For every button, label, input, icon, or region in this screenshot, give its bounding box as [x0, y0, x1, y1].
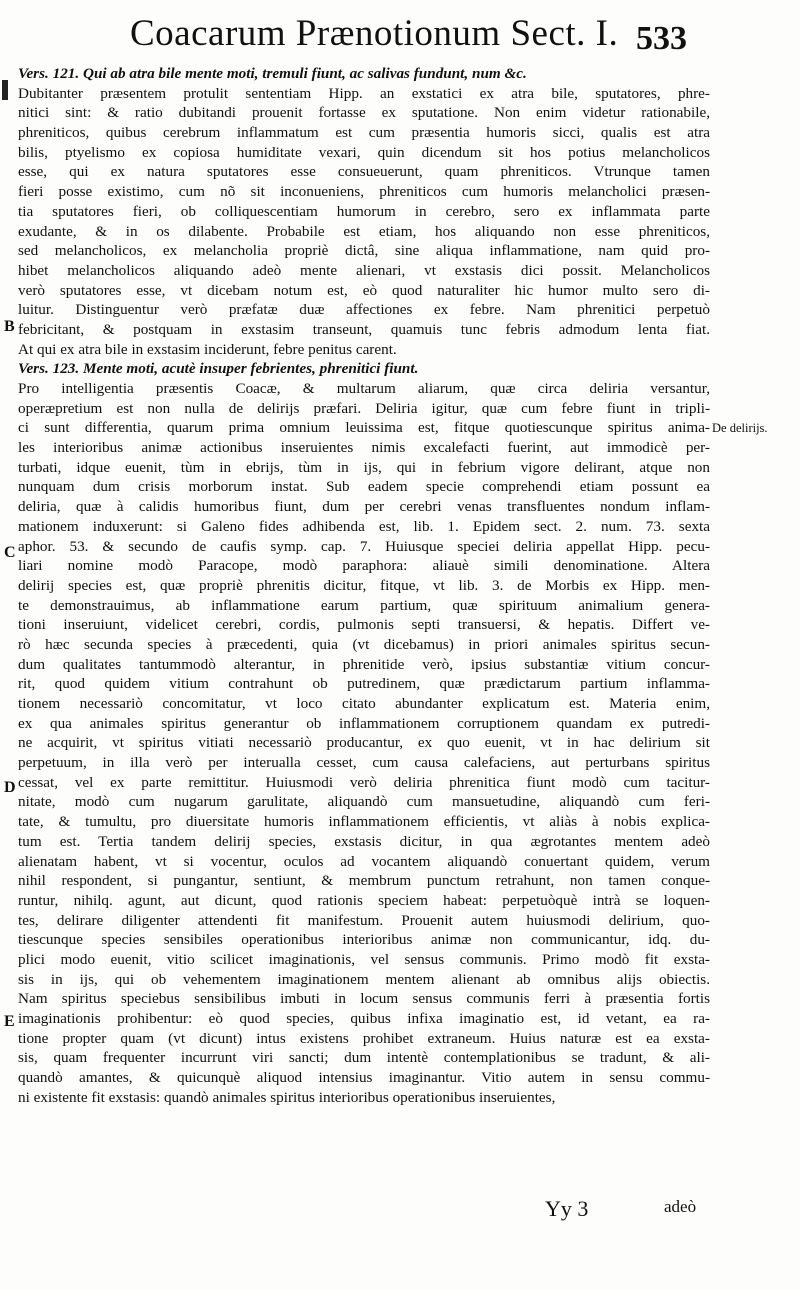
- text-line: Pro intelligentia præsentis Coacæ, & multarum aliarum, quæ circa deliria versantur,: [18, 380, 710, 397]
- text-line: delirij species est, quæ propriè phrenitis dicitur, fitque, vt lib. 3. de Morbis ex Hipp. men-: [18, 576, 710, 594]
- text-line: fieri posse existimo, cum nõ sit inconueniens, phreniticos cum humoris melancholici præsen-: [18, 183, 710, 201]
- margin-letter-e: E: [4, 1013, 15, 1030]
- page-number: 533: [636, 20, 687, 57]
- verse-heading: Vers. 121. Qui ab atra bile mente moti, tremuli fiunt, ac salivas fundunt, num &c.: [18, 65, 527, 82]
- text-line: tum est. Tertia tandem delirij species, exstasis dicitur, in qua ægrotantes mentem adeò: [18, 832, 710, 850]
- text-line: tiescunque species sensibiles operationibus interioribus animæ non communicantur, idq. du-: [18, 931, 710, 949]
- text-line: ci sunt differentia, quarum prima omnium leuissima est, fitque quotiescunque spiritus anima-: [18, 419, 710, 437]
- text-line: runtur, nihilq. agunt, aut dicunt, quod rationis speciem habeat: perpetuòquè intrà se loquen-: [18, 891, 710, 909]
- text-line: rit, quod quidem vitium contrahunt ob putredinem, quæ prædictarum partium inflamma-: [18, 675, 710, 693]
- text-line: quandò amantes, & quicunquè aliquod intensius imaginantur. Vitio autem in sensu commu-: [18, 1069, 710, 1087]
- text-line: imaginationis prohibentur: eò quod species, quibus infixa imaginatio est, id vetant, ea ra-: [18, 1010, 710, 1027]
- text-line: ne acquirit, vt spiritus vitiati necessariò producantur, ex quo euenit, vt in hac delirium sit: [18, 734, 710, 752]
- text-line: nitate, modò cum nugarum garulitate, aliquandò cum mansuetudine, aliquandò cum feri-: [18, 793, 710, 811]
- text-line: liari nomine modò Paracope, modò paraphora: aliauè simili denominatione. Altera: [18, 557, 710, 575]
- text-line: Dubitanter præsentem protulit sententiam Hipp. an exstatici ex atra bile, sputatores, phre-: [18, 84, 710, 102]
- text-line: ni existente fit exstasis: quandò animales spiritus interioribus operationibus inseruientes,: [18, 1088, 556, 1106]
- text-line: Nam spiritus speciebus sensibilibus imbuti in locum sensus communis ferri à præsentia fortis: [18, 990, 710, 1008]
- text-line: tioni inseruiunt, videlicet cerebri, cordis, pulmonis septi transuersi, & hepatis. Differt ve-: [18, 616, 710, 634]
- text-line: les interioribus animæ actionibus inseruientes nimis excalefacti fuerint, aut immodicè per-: [18, 439, 710, 457]
- margin-letter-c: C: [4, 544, 16, 561]
- text-line: sis in ijs, qui ob vehementem imaginationem mentem alienant ab omnibus alijs obiectis.: [18, 970, 710, 988]
- text-line: At qui ex atra bile in exstasim inciderunt, febre penitus carent.: [18, 340, 397, 358]
- text-line: deliria, quæ à calidis humoribus fiunt, dum per cerebri venas transfluentes nondum inflam-: [18, 498, 710, 516]
- text-line: alienatam habent, vt si vocentur, oculos ad vocantem aliquandò conuertant quidem, verum: [18, 852, 710, 870]
- text-line: dum qualitates tantummodò alterantur, in phrenitide verò, ipsius substantiæ vitium concur-: [18, 655, 710, 673]
- text-line: febricitant, & postquam in exstasim transeunt, quamuis tunc febris admodum lenta fiat.: [18, 320, 710, 338]
- text-line: ex qua animales spiritus generantur ob inflammationem corruptionem quandam ex putredi-: [18, 714, 710, 732]
- text-line: nitici sint: & ratio dubitandi prouenit fortasse ex sputatione. Non enim videtur rationabile,: [18, 104, 710, 122]
- text-line: aphor. 53. & secundo de caufis symp. cap. 7. Huiusque speciei deliria appellat Hipp. pecu-: [18, 537, 710, 555]
- text-line: rò hæc secunda species à præcedenti, quia (vt dicebamus) in priori animales spiritus secun-: [18, 635, 710, 653]
- margin-note: De delirijs.: [712, 421, 768, 435]
- text-line: tia sputatores fieri, ob colliquescentiam humorum in cerebro, sero ex inflammata parte: [18, 202, 710, 220]
- text-line: perpetuum, in illa verò per interualla cesset, cum causa calefaciens, aut perturbans spiritus: [18, 754, 710, 772]
- text-line: nunquam dum crisis morborum instat. Sub eadem specie comprehendi etiam possunt ea: [18, 478, 710, 496]
- text-line: turbati, idque euenit, tùm in ebrijs, tùm in ijs, qui in febrium vigore delirant, atque non: [18, 458, 710, 476]
- page-edge-mark: [2, 80, 8, 100]
- text-line: mationem induxerunt: si Galeno fides adhibenda est, lib. 1. Epidem sect. 2. num. 73. sexta: [18, 517, 710, 535]
- margin-letter-d: D: [4, 779, 16, 796]
- verse-heading: Vers. 123. Mente moti, acutè insuper febrientes, phrenitici fiunt.: [18, 360, 419, 378]
- text-line: luitur. Distinguentur verò præfatæ duæ affectiones ex febre. Nam phrenitici perpetuò: [18, 301, 710, 319]
- text-line: tione propter quam (vt dicunt) intus existens prohibet extraneum. Huius naturæ est ea exsta-: [18, 1029, 710, 1047]
- text-line: tes, delirare diligenter attendenti fit manifestum. Prouenit autem huiusmodi delirium, quo-: [18, 911, 710, 929]
- running-title: Coacarum Prænotionum Sect. I.: [130, 13, 619, 54]
- text-line: plici modo euenit, vitio scilicet imaginationis, vel sensus communis. Primo modò fit exsta-: [18, 950, 710, 968]
- text-line: tate, & tumultu, pro diuersitate humoris inflammationem efficientis, vt aliàs à nobis explica-: [18, 813, 710, 831]
- text-line: esse, qui ex natura sputatores esse consueuerunt, quam phreniticos. Vtrunque tamen: [18, 163, 710, 181]
- page-header: [0, 12, 800, 62]
- signature-mark: Yy 3: [545, 1196, 589, 1221]
- text-line: bilis, ptyelismo ex copiosa humiditate vexari, quin dicendum sit hos potius melancholicos: [18, 143, 710, 161]
- text-line: operæpretium est non nulla de delirijs præfari. Deliria igitur, quæ cum febre fiunt in tripli-: [18, 399, 710, 417]
- text-line: sis, quam frequenter incurrunt viri sancti; dum intentè contemplationibus se tradunt, & ali-: [18, 1049, 710, 1067]
- catchword: adeò: [664, 1197, 697, 1216]
- text-line: phreniticos, quibus cerebrum inflammatum est cum præsentia humoris sicci, qualis est atra: [18, 124, 710, 142]
- text-line: verò sputatores esse, vt dicebam notum est, eò quod naturaliter hic humor multo sero di-: [18, 281, 710, 299]
- text-line: cessat, vel ex parte remittitur. Huiusmodi verò deliria phrenitica fiunt modò cum tacitur-: [18, 773, 710, 791]
- text-line: sed melancholicos, ex melancholia propriè dictâ, sine aliqua inflammatione, nam quid pro-: [18, 242, 710, 260]
- text-line: nihil respondent, si pungantur, sentiunt, & membrum punctum retrahunt, non tamen conque-: [18, 872, 710, 890]
- text-line: tionem necessariò concomitatur, vt loco citato abundanter explicatum est. Materia enim,: [18, 695, 710, 712]
- margin-letter-b: B: [4, 318, 15, 335]
- body-text: [18, 64, 710, 1107]
- text-line: te demonstrauimus, ab inflammatione earum partium, quæ spirituum animalium genera-: [18, 596, 710, 614]
- text-line: exudante, & in os dilabente. Probabile est etiam, hos aliquando non esse phreniticos,: [18, 222, 710, 240]
- text-line: hibet melancholicos aliquando adeò mente alienari, vt exstasis dici possit. Melancholicos: [18, 261, 710, 279]
